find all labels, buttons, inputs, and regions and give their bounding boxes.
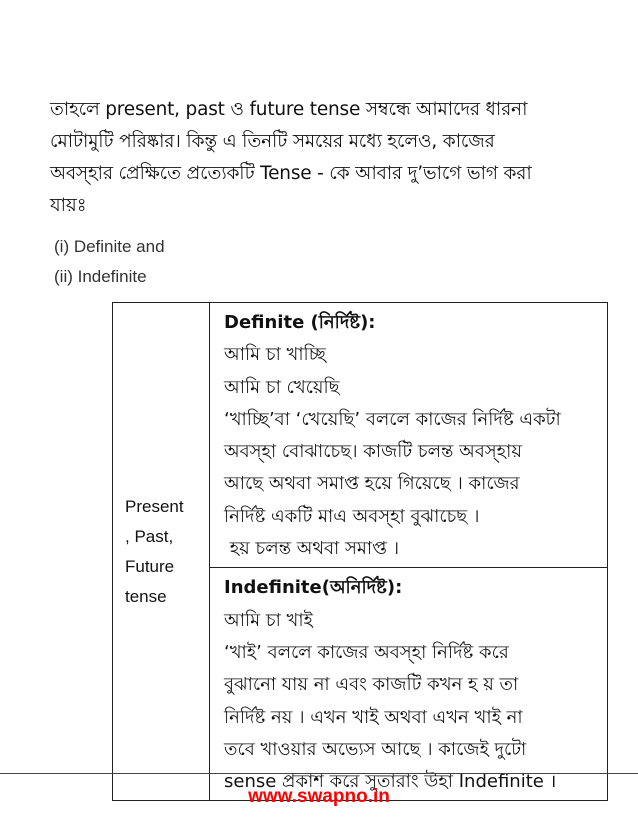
list-item-definite: (i) Definite and (54, 237, 165, 256)
definite-line: ‘খাচ্ছি’বা ‘খেয়েছি’ বললে কাজের নির্দিষ্ট একটা (224, 408, 561, 430)
definite-line: আছে অথবা সমাপ্ত হয়ে গিয়েছে । কাজের (224, 473, 520, 495)
indefinite-line: sense প্রকাশ করে সুতারাং উহা Indefinite । (224, 771, 557, 793)
intro-line: যায়ঃ (50, 195, 87, 216)
definite-line: হয় চলন্ত অথবা সমাপ্ত । (224, 538, 400, 560)
indefinite-line: তবে খাওয়ার অভ্যেস আছে । কাজেই দুটো (224, 738, 527, 760)
indefinite-line: ‘খাই’ বললে কাজের অবস্হা নির্দিষ্ট করে (224, 641, 509, 663)
tense-label-cell (113, 303, 210, 801)
definite-line: অবস্হা বোঝাচেছ। কাজটি চলন্ত অবস্হায় (224, 441, 522, 463)
definite-line: আমি চা খাচ্ছি (224, 344, 326, 366)
table-row (113, 303, 608, 568)
definite-line: আমি চা খেয়েছি (224, 376, 340, 398)
definite-title: Definite (নির্দিষ্ট): (224, 312, 376, 333)
indefinite-cell (210, 568, 608, 801)
definite-line: নির্দিষ্ট একটি মাএ অবস্হা বুঝাচেছ । (224, 505, 480, 527)
list-item-indefinite: (ii) Indefinite (54, 267, 147, 286)
indefinite-line: আমি চা খাই (224, 609, 313, 631)
indefinite-line: বুঝানো যায় না এবং কাজটি কখন হ য় তা (224, 674, 519, 696)
indefinite-line: নির্দিষ্ট নয় । এখন খাই অথবা এখন খাই না (224, 706, 523, 728)
footer-divider (0, 773, 638, 774)
intro-paragraph (50, 94, 590, 222)
intro-line: মোটামুটি পরিষ্কার। কিন্তু এ তিনটি সময়ের মধ্যে হলেও, কাজের (50, 131, 495, 152)
definite-cell (210, 303, 608, 568)
intro-line: অবস্হার প্রেক্ষিতে প্রত্যেকটি Tense - কে আবার দু’ভাগে ভাগ করা (50, 163, 532, 184)
tense-label-line: Future (125, 556, 175, 576)
tense-types-list (54, 232, 165, 292)
indefinite-title: Indefinite(অনির্দিষ্ট): (224, 577, 403, 599)
tense-table (112, 302, 608, 801)
tense-label-line: tense (125, 586, 167, 606)
footer-website-link[interactable]: www.swapno.in (248, 786, 390, 807)
tense-label-line: Present (125, 496, 184, 516)
tense-label-line: , Past, (125, 526, 174, 546)
intro-line: তাহলে present, past ও future tense সম্বন্ধে আমাদের ধারনা (50, 99, 528, 120)
